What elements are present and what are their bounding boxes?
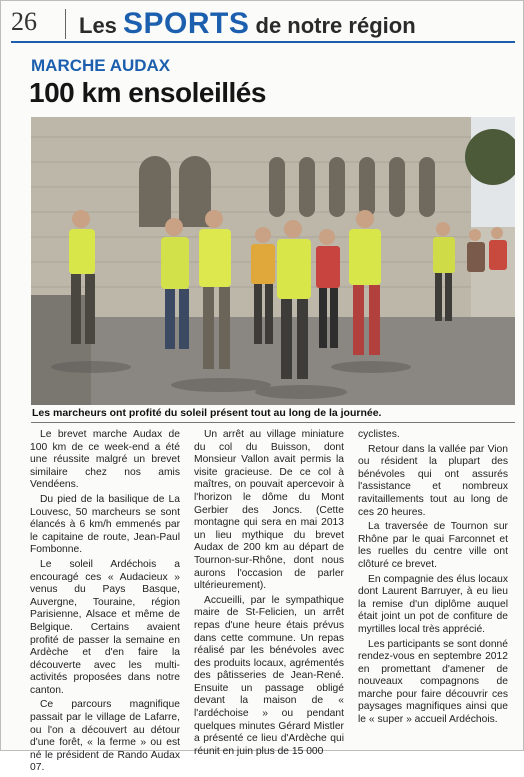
header-separator <box>65 9 66 39</box>
paragraph: cyclistes. <box>358 429 400 440</box>
paragraph: En compagnie des élus locaux dont Laurent Barruyer, à eu lieu la remise d'un diplôme auquel était joint un pot de confiture de myrtilles local très apprécié. <box>358 573 508 635</box>
paragraph: Le soleil Ardéchois a encouragé ces « Audacieux » venus du Pays Basque, Auvergne, Touraine, région Parisienne, Alsace et même de Belgique. Certains avaient profité de passer la semaine en Ardèche et d'en faire la découverte avec les multi-activités proposées dans notre canton. <box>30 558 180 696</box>
caption-rule <box>31 422 515 423</box>
article-photo <box>31 117 515 405</box>
section-title-suffix: de notre région <box>249 13 416 38</box>
section-title-prefix: Les <box>79 13 124 38</box>
header-rule <box>11 41 515 43</box>
article-kicker: MARCHE AUDAX <box>31 56 171 75</box>
article-column-1 <box>30 429 180 777</box>
article-column-2 <box>194 429 344 760</box>
section-title <box>79 7 416 41</box>
paragraph: Le brevet marche Audax de 100 km de ce week-end a été une réussite malgré un brevet similaire chez nos amis Vendéens. <box>30 429 180 491</box>
photo-caption: Les marcheurs ont profité du soleil présent tout au long de la journée. <box>32 407 382 419</box>
section-title-highlight: SPORTS <box>123 7 250 40</box>
article-headline: 100 km ensoleillés <box>29 77 266 108</box>
page-header <box>11 5 515 39</box>
paragraph: Accueilli, par le sympathique maire de St-Felicien, un arrêt repas d'une heure étais prévus dans cette commune. Un repas réalisé par les bénévoles avec des produits locaux, agrémentés des pâtisseries de Jean-René. Ensuite un passage obligé devant la maison de « l'ardéchoise » ou pendant quelques minutes Gérard Mistler a présenté ce lieu d'Ardèche qui réunit en juin plus de 15 000 <box>194 594 344 757</box>
paragraph: Du pied de la basilique de La Louvesc, 50 marcheurs se sont élancés à 6 km/h emmenés par le capitaine de route, Jean-Paul Fombonne. <box>30 493 180 556</box>
paragraph: Les participants se sont donné rendez-vous en septembre 2012 en promettant d'amener de nouveaux compagnons de marche pour faire découvrir ces paysages magnifiques ainsi que le « super » accueil Ardéchois. <box>358 638 508 726</box>
paragraph: Retour dans la vallée par Vion ou résident la plupart des bénévoles qui ont assurés l'assistance et nombreux ravitaillements tout au long de ces 20 heures. <box>358 443 508 518</box>
walkers-photo <box>31 117 515 405</box>
paragraph: Un arrêt au village miniature du col du Buisson, dont Monsieur Vallon avait permis la visite gracieuse. De ce col à maîtres, on pouvait apercevoir à l'horizon le dôme du Mont Gerbier des Joncs. (Cette montagne qui sera en mai 2013 un lieu mythique du brevet Audax de 200 km au départ de Tournon-sur-Rhône, dont nous aurons l'occasion de parler ultérieurement). <box>194 429 344 592</box>
paragraph: La traversée de Tournon sur Rhône par le quai Farconnet et les ruelles du centre ville ont clôturé ce brevet. <box>358 521 508 570</box>
page-number: 26 <box>11 7 37 36</box>
article-column-3 <box>358 429 508 729</box>
paragraph: Ce parcours magnifique passait par le village de Lafarre, ou l'on a découvert au détour d'une forêt, « la ferme » ou est né le président de Rando Audax 07. <box>30 699 180 774</box>
